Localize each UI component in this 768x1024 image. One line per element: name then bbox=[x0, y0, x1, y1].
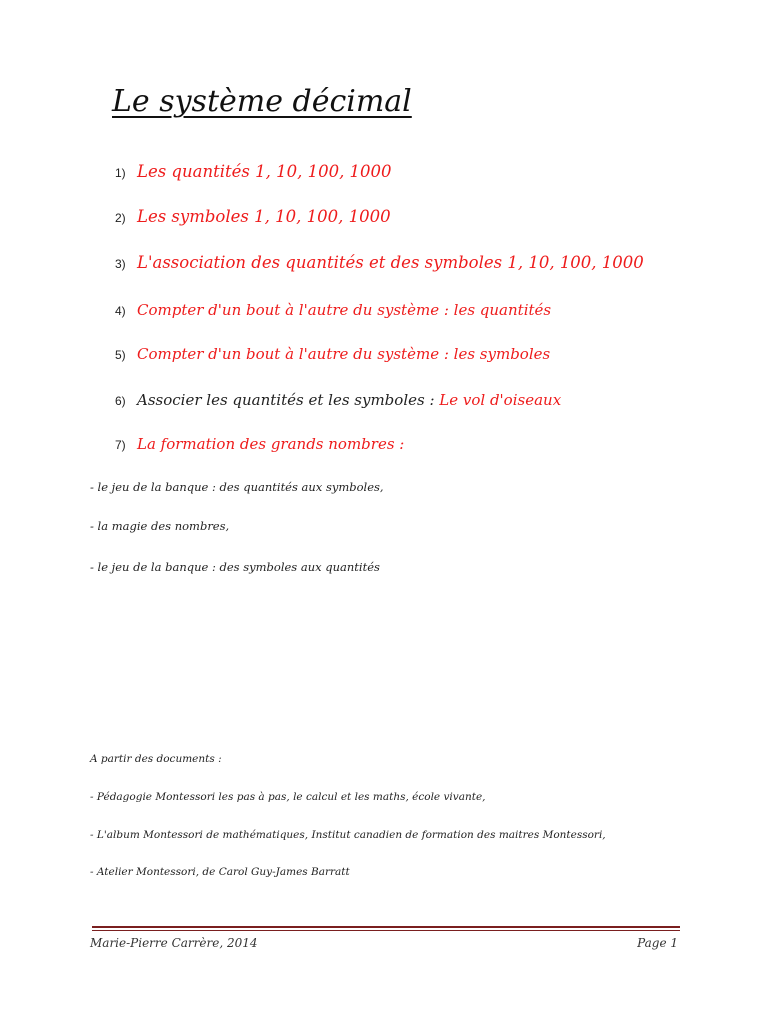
item-text: La formation des grands nombres : bbox=[137, 435, 405, 453]
item-text: Les symboles 1, 10, 100, 1000 bbox=[137, 207, 391, 226]
list-item-1 bbox=[115, 158, 392, 186]
page-title: Le système décimal bbox=[112, 84, 412, 119]
list-item-5 bbox=[115, 340, 550, 368]
item-number: 1) bbox=[115, 166, 126, 180]
list-item-6 bbox=[115, 386, 561, 414]
item-number: 3) bbox=[115, 257, 126, 271]
sources-heading: A partir des documents : bbox=[90, 753, 222, 765]
list-item-3 bbox=[115, 249, 644, 277]
source-item: - Pédagogie Montessori les pas à pas, le calcul et les maths, école vivante, bbox=[90, 791, 486, 803]
item-number: 5) bbox=[115, 348, 126, 362]
footer-page-number: Page 1 bbox=[637, 936, 678, 950]
item-text: Compter d'un bout à l'autre du système : les symboles bbox=[137, 345, 551, 363]
item-text-prefix: Associer les quantités et les symboles : bbox=[137, 391, 440, 409]
item-number: 6) bbox=[115, 394, 126, 408]
sub-item: - le jeu de la banque : des quantités aux symboles, bbox=[90, 480, 384, 494]
list-item-2 bbox=[115, 203, 391, 231]
footer-author: Marie-Pierre Carrère, 2014 bbox=[90, 936, 258, 950]
item-number: 7) bbox=[115, 438, 126, 452]
item-text: Compter d'un bout à l'autre du système : les quantités bbox=[137, 301, 552, 319]
sub-item: - la magie des nombres, bbox=[90, 519, 230, 533]
item-text: L'association des quantités et des symboles 1, 10, 100, 1000 bbox=[137, 253, 644, 272]
source-item: - L'album Montessori de mathématiques, Institut canadien de formation des maitres Montessori, bbox=[90, 829, 606, 841]
list-item-7 bbox=[115, 430, 404, 458]
item-text: Les quantités 1, 10, 100, 1000 bbox=[137, 162, 392, 181]
footer-rule-thick bbox=[92, 926, 680, 928]
item-number: 4) bbox=[115, 304, 126, 318]
list-item-4 bbox=[115, 296, 551, 324]
footer-rule-thin bbox=[92, 930, 680, 931]
item-number: 2) bbox=[115, 211, 126, 225]
item-text-highlight: Le vol d'oiseaux bbox=[439, 391, 562, 409]
sub-item: - le jeu de la banque : des symboles aux quantités bbox=[90, 560, 380, 574]
source-item: - Atelier Montessori, de Carol Guy-James Barratt bbox=[90, 866, 350, 878]
